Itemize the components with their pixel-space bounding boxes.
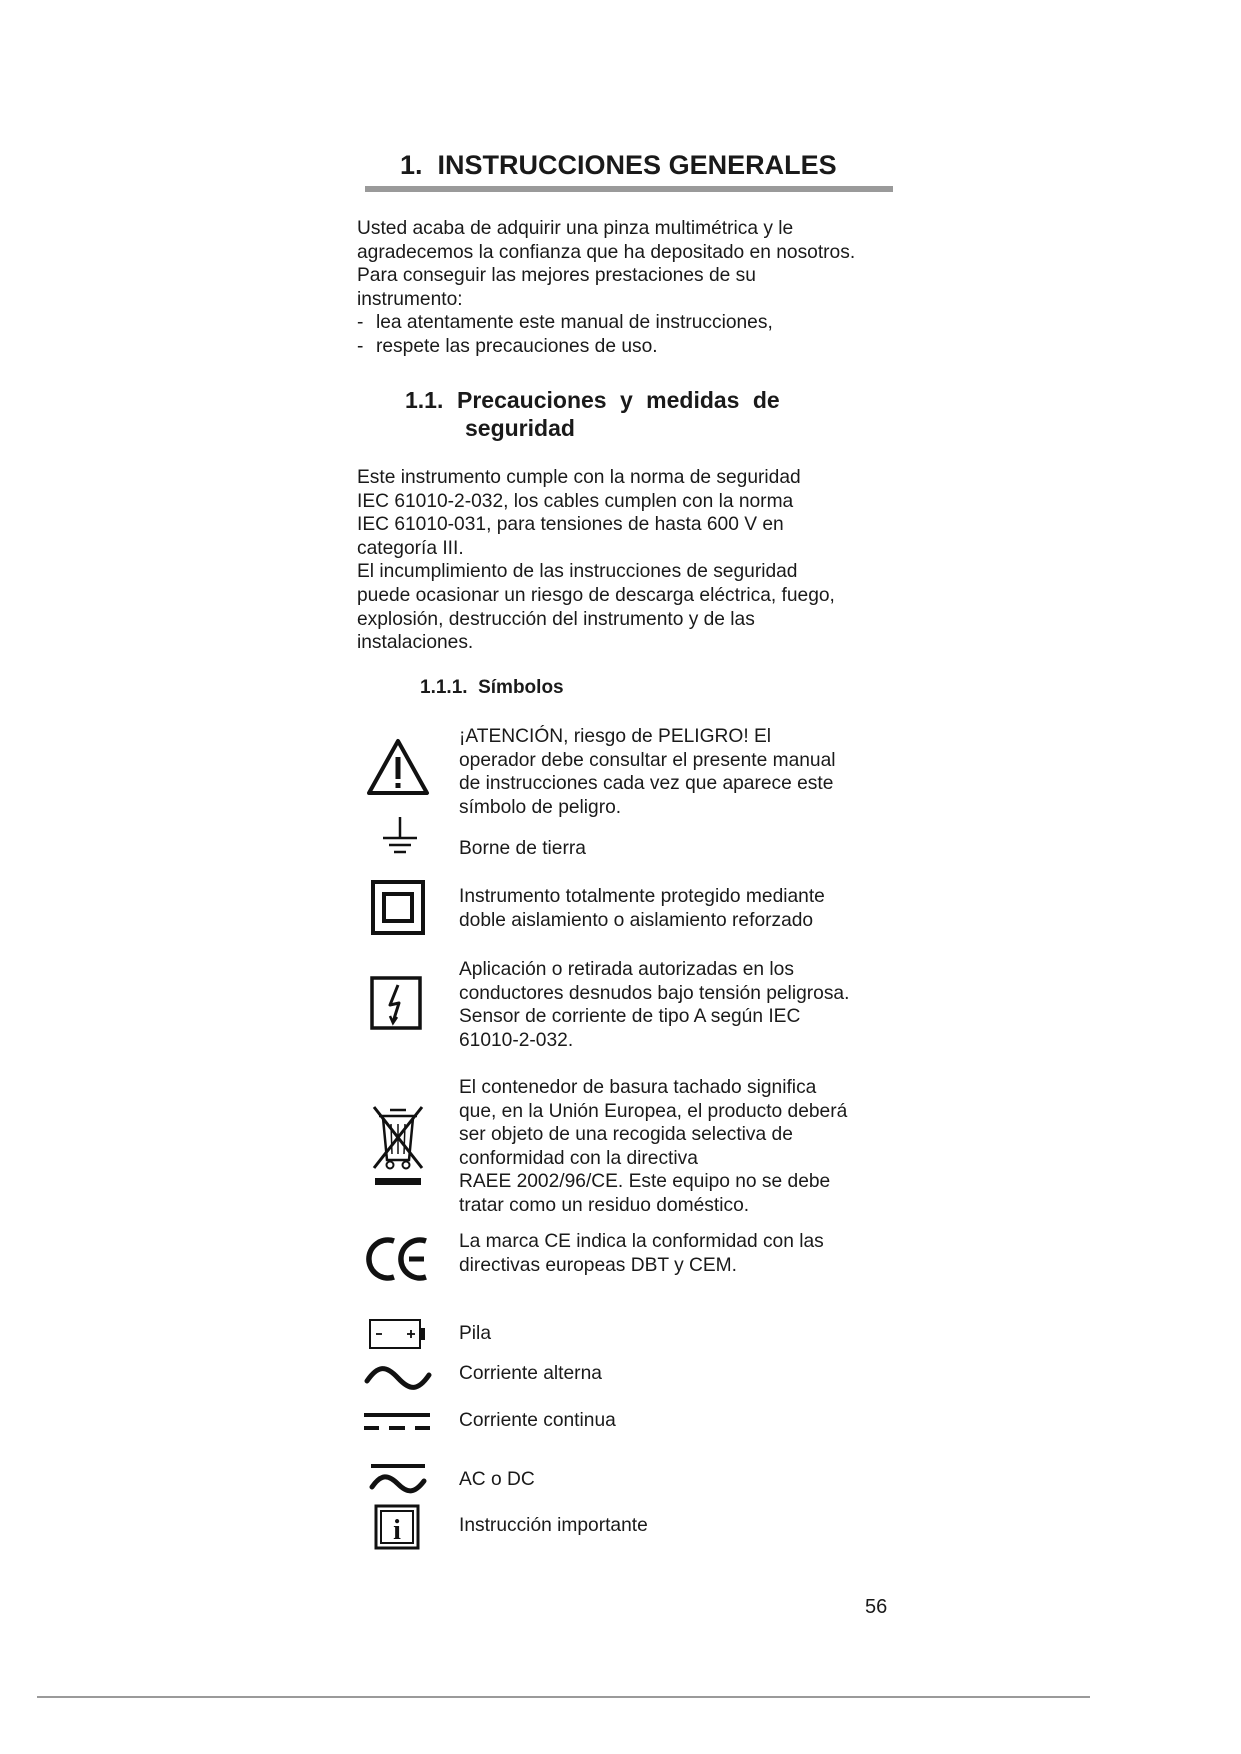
symbol-text-line: Sensor de corriente de tipo A según IEC	[459, 1006, 801, 1028]
symbol-text-line: tratar como un residuo doméstico.	[459, 1194, 750, 1216]
symbol-description	[459, 725, 919, 819]
dc-current-icon	[362, 1410, 432, 1434]
section-title-line1: Precauciones y medidas de	[457, 387, 780, 413]
intro-line: instrumento:	[357, 288, 463, 310]
symbol-text-line: doble aislamiento o aislamiento reforzado	[459, 909, 814, 931]
page-title	[400, 150, 837, 181]
battery-icon	[368, 1318, 428, 1350]
live-conductor-icon	[370, 976, 422, 1030]
bullet-marker: -	[357, 335, 364, 357]
symbol-text-line: Corriente alterna	[459, 1363, 602, 1384]
symbol-description	[459, 1322, 919, 1346]
symbol-text-line: conformidad con la directiva	[459, 1147, 698, 1169]
ce-mark-icon	[366, 1236, 430, 1282]
page-number: 56	[865, 1596, 888, 1618]
heading-underline	[365, 186, 893, 192]
safety-line: IEC 61010-031, para tensiones de hasta 600 V en	[357, 514, 784, 536]
intro-line: agradecemos la confianza que ha depositado en nosotros.	[357, 241, 856, 263]
double-insulation-icon	[371, 880, 425, 935]
symbol-text-line: directivas europeas DBT y CEM.	[459, 1254, 737, 1276]
svg-text:i: i	[393, 1515, 401, 1546]
crossed-bin-icon	[371, 1104, 425, 1188]
symbol-text-line: ser objeto de una recogida selectiva de	[459, 1124, 793, 1146]
section-heading-1-1	[405, 386, 780, 442]
symbol-description	[459, 1514, 919, 1538]
bullet-text: respete las precauciones de uso.	[376, 335, 658, 357]
intro-bullet	[357, 335, 917, 359]
bullet-marker: -	[357, 312, 364, 334]
symbol-text-line: AC o DC	[459, 1469, 535, 1490]
warning-triangle-icon	[366, 738, 430, 796]
section-heading-1-1-1	[420, 677, 564, 699]
symbol-text-line: de instrucciones cada vez que aparece este	[459, 773, 834, 795]
ac-current-icon	[364, 1364, 432, 1392]
safety-line: El incumplimiento de las instrucciones de seguridad	[357, 561, 798, 583]
subsection-title: Símbolos	[478, 677, 564, 698]
intro-paragraph	[357, 217, 917, 359]
intro-bullet	[357, 311, 917, 335]
section-number: 1.1.	[405, 387, 444, 413]
safety-line: explosión, destrucción del instrumento y de las	[357, 608, 755, 630]
footer-rule	[37, 1696, 1090, 1698]
symbol-text-line: Instrumento totalmente protegido mediante	[459, 886, 825, 907]
safety-line: IEC 61010-2-032, los cables cumplen con la norma	[357, 490, 794, 512]
intro-line: Para conseguir las mejores prestaciones de su	[357, 265, 756, 287]
safety-line: instalaciones.	[357, 632, 474, 654]
symbol-text-line: Aplicación o retirada autorizadas en los	[459, 959, 794, 980]
symbol-text-line: que, en la Unión Europea, el producto deberá	[459, 1100, 848, 1122]
symbol-description	[459, 1230, 919, 1277]
intro-line: Usted acaba de adquirir una pinza multimétrica y le	[357, 218, 794, 239]
heading-title: INSTRUCCIONES GENERALES	[437, 150, 837, 180]
subsection-number: 1.1.1.	[420, 677, 468, 698]
symbol-text-line: Borne de tierra	[459, 838, 586, 859]
symbol-description	[459, 1468, 919, 1492]
symbol-description	[459, 1362, 919, 1386]
ac-dc-icon	[368, 1462, 428, 1496]
symbol-text-line: Corriente continua	[459, 1410, 616, 1431]
heading-number: 1.	[400, 150, 423, 180]
symbol-text-line: conductores desnudos bajo tensión peligrosa.	[459, 982, 850, 1004]
symbol-description	[459, 1409, 919, 1433]
symbol-text-line: El contenedor de basura tachado significa	[459, 1077, 817, 1098]
section-title-line2: seguridad	[465, 415, 575, 441]
symbol-text-line: La marca CE indica la conformidad con las	[459, 1231, 824, 1252]
symbol-description	[459, 885, 919, 932]
symbol-description	[459, 958, 919, 1052]
safety-line: puede ocasionar un riesgo de descarga eléctrica, fuego,	[357, 584, 835, 606]
symbol-text-line: 61010-2-032.	[459, 1029, 574, 1051]
symbol-description	[459, 837, 919, 861]
safety-paragraph	[357, 466, 917, 655]
symbol-text-line: ¡ATENCIÓN, riesgo de PELIGRO! El	[459, 726, 772, 747]
earth-ground-icon	[380, 815, 420, 857]
symbol-text-line: operador debe consultar el presente manual	[459, 749, 836, 771]
symbol-text-line: símbolo de peligro.	[459, 796, 622, 818]
safety-line: categoría III.	[357, 537, 464, 559]
info-icon	[374, 1504, 420, 1550]
symbol-text-line: Pila	[459, 1323, 491, 1344]
symbol-description	[459, 1076, 919, 1218]
bullet-text: lea atentamente este manual de instrucciones,	[376, 312, 773, 334]
symbol-text-line: RAEE 2002/96/CE. Este equipo no se debe	[459, 1171, 831, 1193]
symbol-text-line: Instrucción importante	[459, 1515, 648, 1536]
safety-line: Este instrumento cumple con la norma de seguridad	[357, 467, 801, 488]
